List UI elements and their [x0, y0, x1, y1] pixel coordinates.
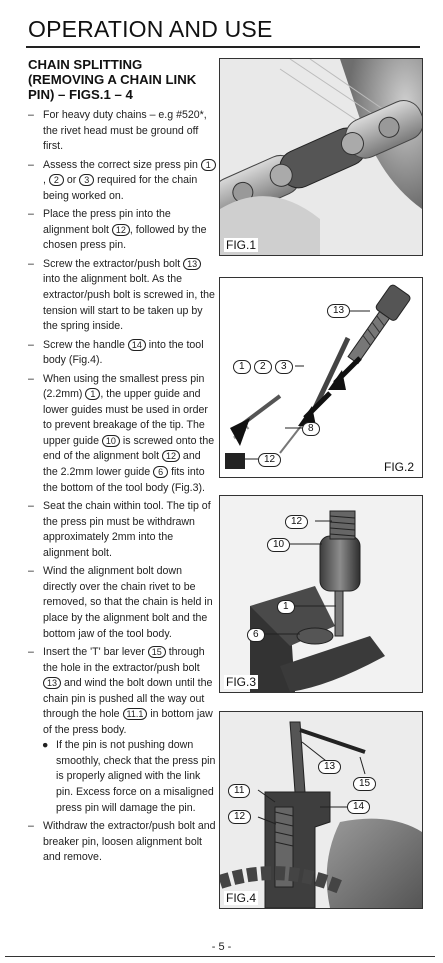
part-number-ref: 11.1 — [123, 708, 148, 720]
figure-1 — [219, 58, 423, 256]
part-number-ref: 2 — [49, 174, 64, 186]
figure-2-label: FIG.2 — [383, 460, 414, 474]
step-text: is screwed onto the end of the alignment bolt — [43, 434, 215, 463]
figure-3-label: FIG.3 — [226, 675, 257, 689]
step-item — [28, 257, 218, 335]
step-text: For heavy duty chains – e.g #520*, the rivet head must be ground off first. — [43, 109, 207, 153]
step-item — [28, 158, 218, 205]
figure-4 — [219, 711, 423, 909]
dash-marker: – — [28, 500, 34, 513]
part-number-ref: 1 — [85, 388, 100, 400]
callout-1: 1 — [233, 360, 251, 374]
step-item — [28, 108, 218, 155]
step-text: Place the press pin into the alignment bolt — [43, 208, 171, 236]
step-item — [28, 645, 218, 738]
dash-marker: – — [28, 565, 34, 578]
dash-marker: – — [28, 158, 34, 171]
step-item — [28, 564, 218, 642]
part-number-ref: 6 — [153, 466, 168, 478]
part-number-ref: 14 — [128, 339, 146, 351]
step-item — [28, 819, 218, 866]
part-number-ref: 1 — [201, 159, 216, 171]
bullet-item — [28, 738, 218, 816]
step-text: Wind the alignment bolt down directly over the chain rivet to be removed, so that the chain is held in place by the alignment bolt and the bottom jaw of the tool body. — [43, 565, 213, 640]
dash-marker: – — [28, 372, 34, 385]
part-number-ref: 13 — [183, 258, 201, 270]
dash-marker: – — [28, 646, 34, 659]
bottom-divider — [5, 956, 435, 957]
instruction-steps — [28, 108, 218, 866]
callout-12: 12 — [258, 453, 281, 467]
step-text: into the tool body (Fig.4). — [43, 338, 204, 367]
callout-12: 12 — [285, 515, 308, 529]
callout-6: 6 — [247, 628, 265, 642]
dash-marker: – — [28, 109, 34, 121]
dash-marker: – — [28, 338, 34, 351]
step-text: into the alignment bolt. As the extractor/push bolt is screwed in, the tension will start to be taken up by the spring inside. — [43, 273, 215, 333]
step-text: and wind the bolt down until the chain pin is pushed all the way out through the hole — [43, 677, 213, 721]
callout-11: 11 — [228, 784, 250, 798]
step-text: , — [43, 174, 49, 187]
step-text: required for the chain being worked on. — [43, 174, 198, 202]
step-item — [28, 499, 218, 561]
title-divider — [26, 46, 420, 48]
bullet-marker: ● — [42, 739, 49, 752]
step-text: through the hole in the extractor/push bolt — [43, 646, 205, 674]
dash-marker: – — [28, 820, 34, 833]
tool-body-photo — [220, 496, 422, 692]
step-text: When using the smallest press pin (2.2mm) — [43, 372, 205, 401]
press-pins-illustration — [220, 278, 422, 477]
step-text: Withdraw the extractor/push bolt and breaker pin, loosen alignment bolt and remove. — [43, 820, 216, 864]
callout-10: 10 — [267, 538, 290, 552]
callout-14: 14 — [347, 800, 370, 814]
chain-photo — [220, 59, 422, 255]
step-text: Assess the correct size press pin — [43, 158, 201, 171]
part-number-ref: 10 — [102, 435, 120, 447]
part-number-ref: 15 — [148, 646, 166, 658]
callout-15: 15 — [353, 777, 376, 791]
step-item — [28, 372, 218, 496]
callout-8: 8 — [302, 422, 320, 436]
callout-12: 12 — [228, 810, 251, 824]
figure-2 — [219, 277, 423, 478]
part-number-ref: 12 — [112, 224, 130, 236]
part-number-ref: 3 — [79, 174, 94, 186]
part-number-ref: 12 — [162, 450, 180, 462]
callout-3: 3 — [275, 360, 293, 374]
section-heading: CHAIN SPLITTING (REMOVING A CHAIN LINK PIN) – FIGS.1 – 4 — [28, 57, 197, 102]
callout-13: 13 — [327, 304, 350, 318]
callout-1: 1 — [277, 600, 295, 614]
figure-3 — [219, 495, 423, 693]
step-text: If the pin is not pushing down smoothly, check that the press pin is properly aligned with the link pin. Excess force on a misaligned press pin will damage the pin. — [56, 739, 216, 814]
figure-4-label: FIG.4 — [226, 891, 257, 905]
figure-1-label: FIG.1 — [226, 238, 257, 252]
dash-marker: – — [28, 208, 34, 221]
step-text: Screw the extractor/push bolt — [43, 257, 184, 270]
step-text: and the 2.2mm lower guide — [43, 450, 201, 479]
step-text: fits into the bottom of the tool body (Fig.3). — [43, 466, 205, 494]
step-text: in bottom jaw of the press body. — [43, 708, 213, 736]
page-title: OPERATION AND USE — [28, 16, 273, 42]
step-item — [28, 207, 218, 254]
tool-in-use-photo — [220, 712, 422, 908]
dash-marker: – — [28, 257, 34, 270]
callout-2: 2 — [254, 360, 272, 374]
step-text: , the upper guide and lower guides must be used in order to prevent breakage of the tip. The upper guide — [43, 388, 208, 447]
step-text: or — [63, 174, 80, 187]
step-text: Seat the chain within tool. The tip of the press pin must be withdrawn approximately 2mm into the alignment bolt. — [43, 500, 211, 559]
step-item — [28, 338, 218, 369]
callout-13: 13 — [318, 760, 341, 774]
step-text: Screw the handle — [43, 338, 128, 351]
part-number-ref: 13 — [43, 677, 61, 689]
step-text: , followed by the chosen press pin. — [43, 223, 207, 252]
step-text: Insert the 'T' bar lever — [43, 646, 148, 659]
page-number: - 5 - — [211, 941, 232, 953]
